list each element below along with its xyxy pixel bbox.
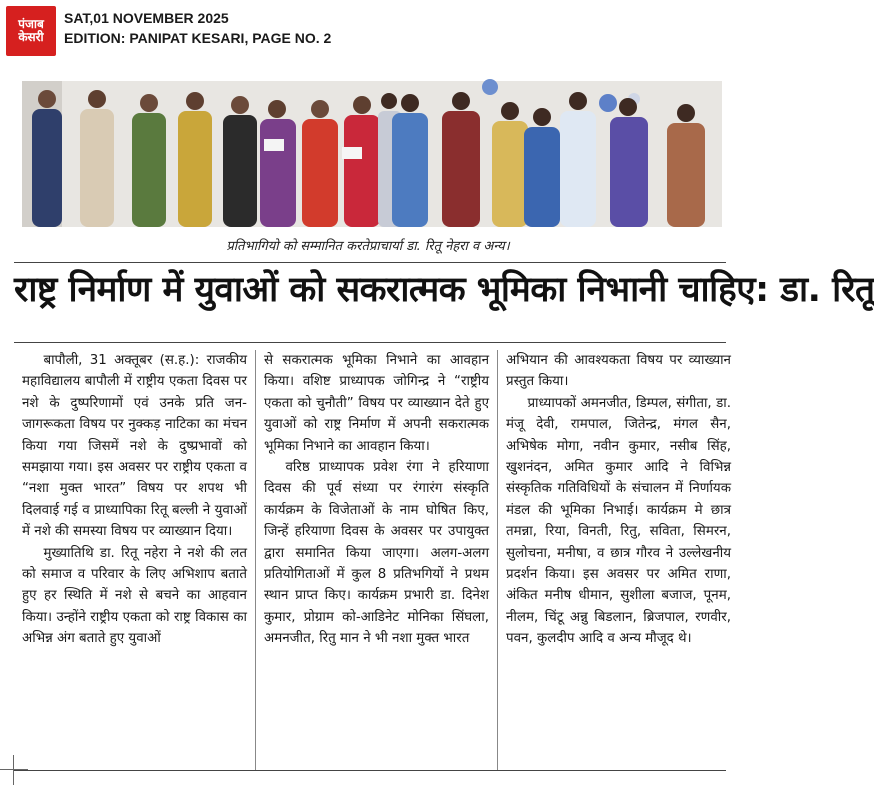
photo-caption: प्रतिभागियो को सम्मानित करतेप्राचार्या डा. रितू नेहरा व अन्य। <box>226 239 510 254</box>
logo-line-1: पंजाब <box>18 17 44 32</box>
article-paragraph: से सकरात्मक भूमिका निभाने का आवहान किया। वशिष्ट प्राध्यापक जोगिन्द्र ने “राष्ट्रीय एकता को चुनौती” विषय पर व्याख्यान देते हुए युवाओं को राष्ट्र निर्माण में अपनी सकरात्मक भूमिका निभाने का आवहान किया। <box>264 353 489 454</box>
edition-meta <box>64 8 331 48</box>
edition-line: EDITION: PANIPAT KESARI, PAGE NO. 2 <box>64 30 332 46</box>
column-divider <box>255 350 256 770</box>
article-paragraph: वरिष्ठ प्राध्यापक प्रवेश रंगा ने हरियाणा दिवस की पूर्व संध्या पर रंगारंग संस्कृति कार्यक्रम के विजेताओं के नाम घोषित किए, जिन्हें हरियाणा दिवस के अवसर पर उपायुक्त द्वारा समानित किया जाएगा। अलग-अलग प्रतियोगिताओं में कुल 8 प्रतिभगियों ने प्रथम स्थान प्राप्त किए। कार्यक्रम प्रभारी डा. दिनेश कुमार, प्रोग्राम को-आडिनेट मोनिका सिंघला, अमनजीत, रितु मान ने भी नशा मुक्त भारत <box>264 460 489 647</box>
logo-line-2: केसरी <box>18 30 44 44</box>
date-line: SAT,01 NOVEMBER 2025 <box>64 10 229 26</box>
group-photo-illustration <box>22 81 722 227</box>
masthead <box>0 0 736 62</box>
news-photo <box>22 81 722 227</box>
article-column-1 <box>22 350 247 768</box>
crop-mark <box>0 755 30 785</box>
article-paragraph: बापौली, 31 अक्तूबर (स.ह.): राजकीय महाविद्यालय बापौली में राष्ट्रीय एकता दिवस पर नशे के दुष्परिणामों एवं उनके प्रति जन-जागरूकता विषय पर नुक्कड़ नाटिका का मंचन किया गया जिसमें नशे के दुष्प्रभावों को समझाया गया। इस अवसर पर राष्ट्रीय एकता व “नशा मुक्त भारत” विषय पर शपथ भी दिलवाई गई व प्राध्यापिका रितू बल्ली ने युवाओं में नशे की समस्या विषय पर व्याख्यान दिया। <box>22 353 247 540</box>
headline: राष्ट्र निर्माण में युवाओं को सकरात्मक भूमिका निभानी चाहिए: डा. रितू <box>14 270 874 310</box>
headline-bottom-rule <box>14 342 726 343</box>
article-body <box>22 350 731 768</box>
article-column-2 <box>264 350 489 768</box>
headline-top-rule <box>14 262 726 263</box>
article-paragraph: अभियान की आवश्यकता विषय पर व्याख्यान प्रस्तुत किया। <box>506 353 731 390</box>
article-column-3 <box>506 350 731 768</box>
article-paragraph: मुख्यातिथि डा. रितू नहेरा ने नशे की लत को समाज व परिवार के लिए अभिशाप बताते हुए हर स्थिति में नशे से बचने का आहवान किया। उन्होंने राष्ट्रीय एकता को राष्ट्र विकास का अभिन्न अंग बताते हुए युवाओं <box>22 545 247 647</box>
bottom-rule <box>14 770 726 771</box>
newspaper-logo <box>6 6 56 56</box>
article-paragraph: प्राध्यापकों अमनजीत, डिम्पल, संगीता, डा. मंजू देवी, रामपाल, जितेन्द्र, मंगल सैन, अभिषेक मोगा, नवीन कुमार, नसीब सिंह, खुशनंदन, अमित कुमार आदि ने विभिन्न संस्कृतिक गतिविधियों के संचालन में निर्णायक मंडल की भूमिका निभाई। कार्यक्रम मे छात्र तमन्ना, रिया, विनती, रितु, सविता, सिमरन, सुलोचना, मनीषा, व छात्र गौरव ने उल्लेखनीय प्रदर्शन किया। इस अवसर पर अमित राणा, अंकित मनीष धीमान, सुशीला बजाज, पूनम, नीलम, चिंटू अन्नु बिडलान, ब्रिजपाल, रणवीर, पवन, कुलदीप आदि व अन्य मौजूद थे। <box>506 395 731 647</box>
column-divider <box>497 350 498 770</box>
